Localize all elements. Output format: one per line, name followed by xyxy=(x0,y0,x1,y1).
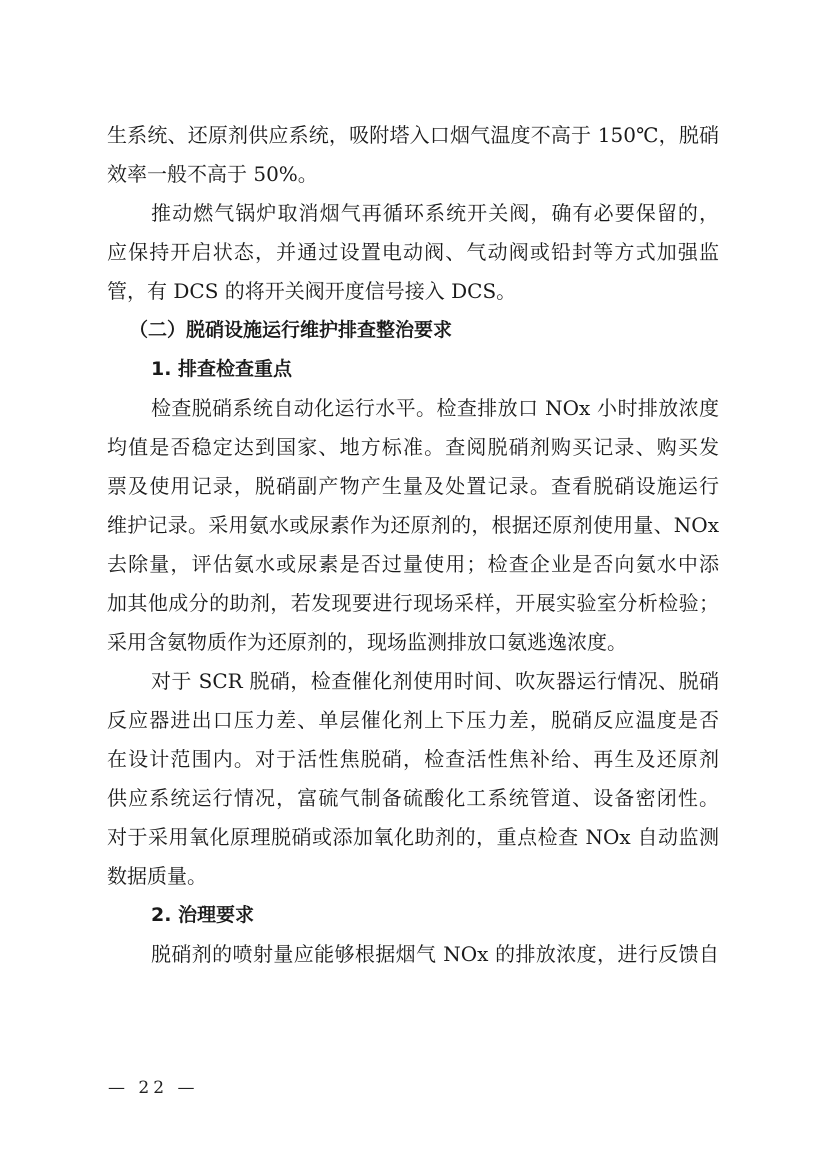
paragraph-line: 脱硝剂的喷射量应能够根据烟气 NOx 的排放浓度，进行反馈自 xyxy=(151,942,719,966)
paragraph-line: 均值是否稳定达到国家、地方标准。查阅脱硝剂购买记录、购买发 xyxy=(107,435,719,459)
paragraph-line: 票及使用记录，脱硝副产物产生量及处置记录。查看脱硝设施运行 xyxy=(107,474,719,498)
subsection-heading: 1. 排查检查重点 xyxy=(151,358,293,380)
paragraph-line: 数据质量。 xyxy=(107,864,207,888)
subsection-heading: 2. 治理要求 xyxy=(151,904,255,926)
paragraph-line: 对于采用氧化原理脱硝或添加氧化助剂的，重点检查 NOx 自动监测 xyxy=(107,825,719,849)
paragraph-line: 反应器进出口压力差、单层催化剂上下压力差，脱硝反应温度是否 xyxy=(107,708,719,732)
paragraph-line: 采用含氨物质作为还原剂的，现场监测排放口氨逃逸浓度。 xyxy=(107,630,627,654)
section-heading: （二）脱硝设施运行维护排查整治要求 xyxy=(129,319,453,341)
paragraph-line: 在设计范围内。对于活性焦脱硝，检查活性焦补给、再生及还原剂 xyxy=(107,747,719,771)
paragraph-line: 生系统、还原剂供应系统，吸附塔入口烟气温度不高于 150℃，脱硝 xyxy=(107,123,719,147)
paragraph-line: 维护记录。采用氨水或尿素作为还原剂的，根据还原剂使用量、NOx xyxy=(107,513,719,537)
paragraph-line: 供应系统运行情况，富硫气制备硫酸化工系统管道、设备密闭性。 xyxy=(107,786,719,810)
paragraph-line: 效率一般不高于 50%。 xyxy=(107,162,318,186)
paragraph-line: 去除量，评估氨水或尿素是否过量使用；检查企业是否向氨水中添 xyxy=(107,552,719,576)
page-number: — 22 — xyxy=(108,1078,199,1098)
paragraph-line: 检查脱硝系统自动化运行水平。检查排放口 NOx 小时排放浓度 xyxy=(151,396,719,420)
paragraph-line: 应保持开启状态，并通过设置电动阀、气动阀或铅封等方式加强监 xyxy=(107,240,719,264)
paragraph-line: 对于 SCR 脱硝，检查催化剂使用时间、吹灰器运行情况、脱硝 xyxy=(151,669,719,693)
paragraph-line: 管，有 DCS 的将开关阀开度信号接入 DCS。 xyxy=(107,279,517,303)
paragraph-line: 推动燃气锅炉取消烟气再循环系统开关阀，确有必要保留的， xyxy=(151,201,719,225)
paragraph-line: 加其他成分的助剂，若发现要进行现场采样，开展实验室分析检验； xyxy=(107,591,719,615)
document-page xyxy=(107,116,719,974)
